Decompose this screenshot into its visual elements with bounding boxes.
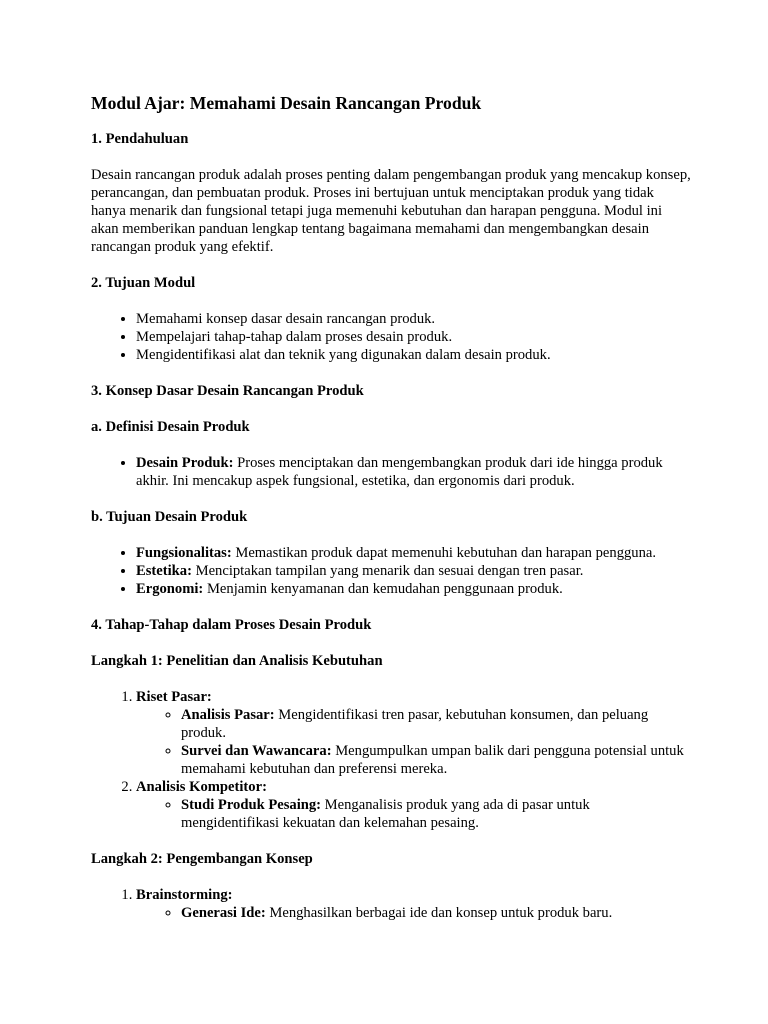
list-item: • Mengidentifikasi alat dan teknik yang digunakan dalam desain produk. bbox=[136, 346, 691, 364]
definition: Proses menciptakan dan mengembangkan produk dari ide hingga produk akhir. Ini mencakup aspek fungsional, estetika, dan ergonomis dari produk. bbox=[136, 455, 663, 489]
document-title: Modul Ajar: Memahami Desain Rancangan Produk bbox=[91, 93, 482, 113]
term: Generasi Ide: bbox=[181, 905, 266, 921]
term: Brainstorming: bbox=[136, 887, 233, 903]
step1-list bbox=[91, 688, 691, 832]
term: Analisis Kompetitor: bbox=[136, 779, 267, 795]
definition: Mengidentifikasi tren pasar, kebutuhan konsumen, dan peluang produk. bbox=[181, 707, 649, 741]
definition: Menciptakan tampilan yang menarik dan sesuai dengan tren pasar. bbox=[191, 563, 584, 579]
subheading-tujuan-desain: b. Tujuan Desain Produk bbox=[91, 509, 248, 525]
list-item: • Memahami konsep dasar desain rancangan produk. bbox=[136, 310, 691, 328]
document-content bbox=[91, 92, 691, 940]
term: Studi Produk Pesaing: bbox=[181, 797, 322, 813]
definition: Memastikan produk dapat memenuhi kebutuhan dan harapan pengguna. bbox=[231, 545, 657, 561]
list-item bbox=[136, 544, 691, 562]
list-item bbox=[136, 688, 691, 778]
step2-list bbox=[91, 886, 691, 922]
section-heading-pendahuluan: 1. Pendahuluan bbox=[91, 131, 189, 147]
sub-list bbox=[136, 706, 691, 778]
term: Estetika: bbox=[136, 563, 192, 579]
definition: Mengumpulkan umpan balik dari pengguna potensial untuk memahami kebutuhan dan preferensi mereka. bbox=[181, 743, 684, 777]
tujuan-desain-list bbox=[91, 544, 691, 598]
sub-list-item bbox=[181, 904, 691, 922]
definisi-list bbox=[91, 454, 691, 490]
list-item bbox=[136, 886, 691, 922]
list-item bbox=[136, 778, 691, 832]
list-item: • Mempelajari tahap-tahap dalam proses desain produk. bbox=[136, 328, 691, 346]
subheading-definisi: a. Definisi Desain Produk bbox=[91, 419, 250, 435]
term: Fungsionalitas: bbox=[136, 545, 232, 561]
term: Analisis Pasar: bbox=[181, 707, 275, 723]
sub-list bbox=[136, 796, 691, 832]
step-heading-1: Langkah 1: Penelitian dan Analisis Kebutuhan bbox=[91, 653, 383, 669]
sub-list bbox=[136, 904, 691, 922]
paragraph-pendahuluan: Desain rancangan produk adalah proses penting dalam pengembangan produk yang mencakup konsep, perancangan, dan pembuatan produk. Proses ini bertujuan untuk menciptakan produk yang tidak hanya menarik dan fungsional tetapi juga memenuhi kebutuhan dan harapan pengguna. Modul ini akan memberikan panduan lengkap tentang bagaimana memahami dan mengembangkan desain rancangan produk yang efektif. bbox=[91, 167, 691, 255]
term: Ergonomi: bbox=[136, 581, 204, 597]
list-item bbox=[136, 562, 691, 580]
term: Survei dan Wawancara: bbox=[181, 743, 332, 759]
section-heading-tahap-tahap: 4. Tahap-Tahap dalam Proses Desain Produk bbox=[91, 617, 372, 633]
definition: Menjamin kenyamanan dan kemudahan penggunaan produk. bbox=[203, 581, 563, 597]
tujuan-modul-list bbox=[91, 310, 691, 364]
sub-list-item bbox=[181, 796, 691, 832]
list-item bbox=[136, 454, 691, 490]
list-item bbox=[136, 580, 691, 598]
sub-list-item bbox=[181, 742, 691, 778]
definition: Menghasilkan berbagai ide dan konsep untuk produk baru. bbox=[265, 905, 613, 921]
term: Riset Pasar: bbox=[136, 689, 212, 705]
sub-list-item bbox=[181, 706, 691, 742]
step-heading-2: Langkah 2: Pengembangan Konsep bbox=[91, 851, 313, 867]
definition: Menganalisis produk yang ada di pasar untuk mengidentifikasi kekuatan dan kelemahan pesaing. bbox=[181, 797, 590, 831]
section-heading-konsep-dasar: 3. Konsep Dasar Desain Rancangan Produk bbox=[91, 383, 364, 399]
term: Desain Produk: bbox=[136, 455, 234, 471]
section-heading-tujuan-modul: 2. Tujuan Modul bbox=[91, 275, 196, 291]
